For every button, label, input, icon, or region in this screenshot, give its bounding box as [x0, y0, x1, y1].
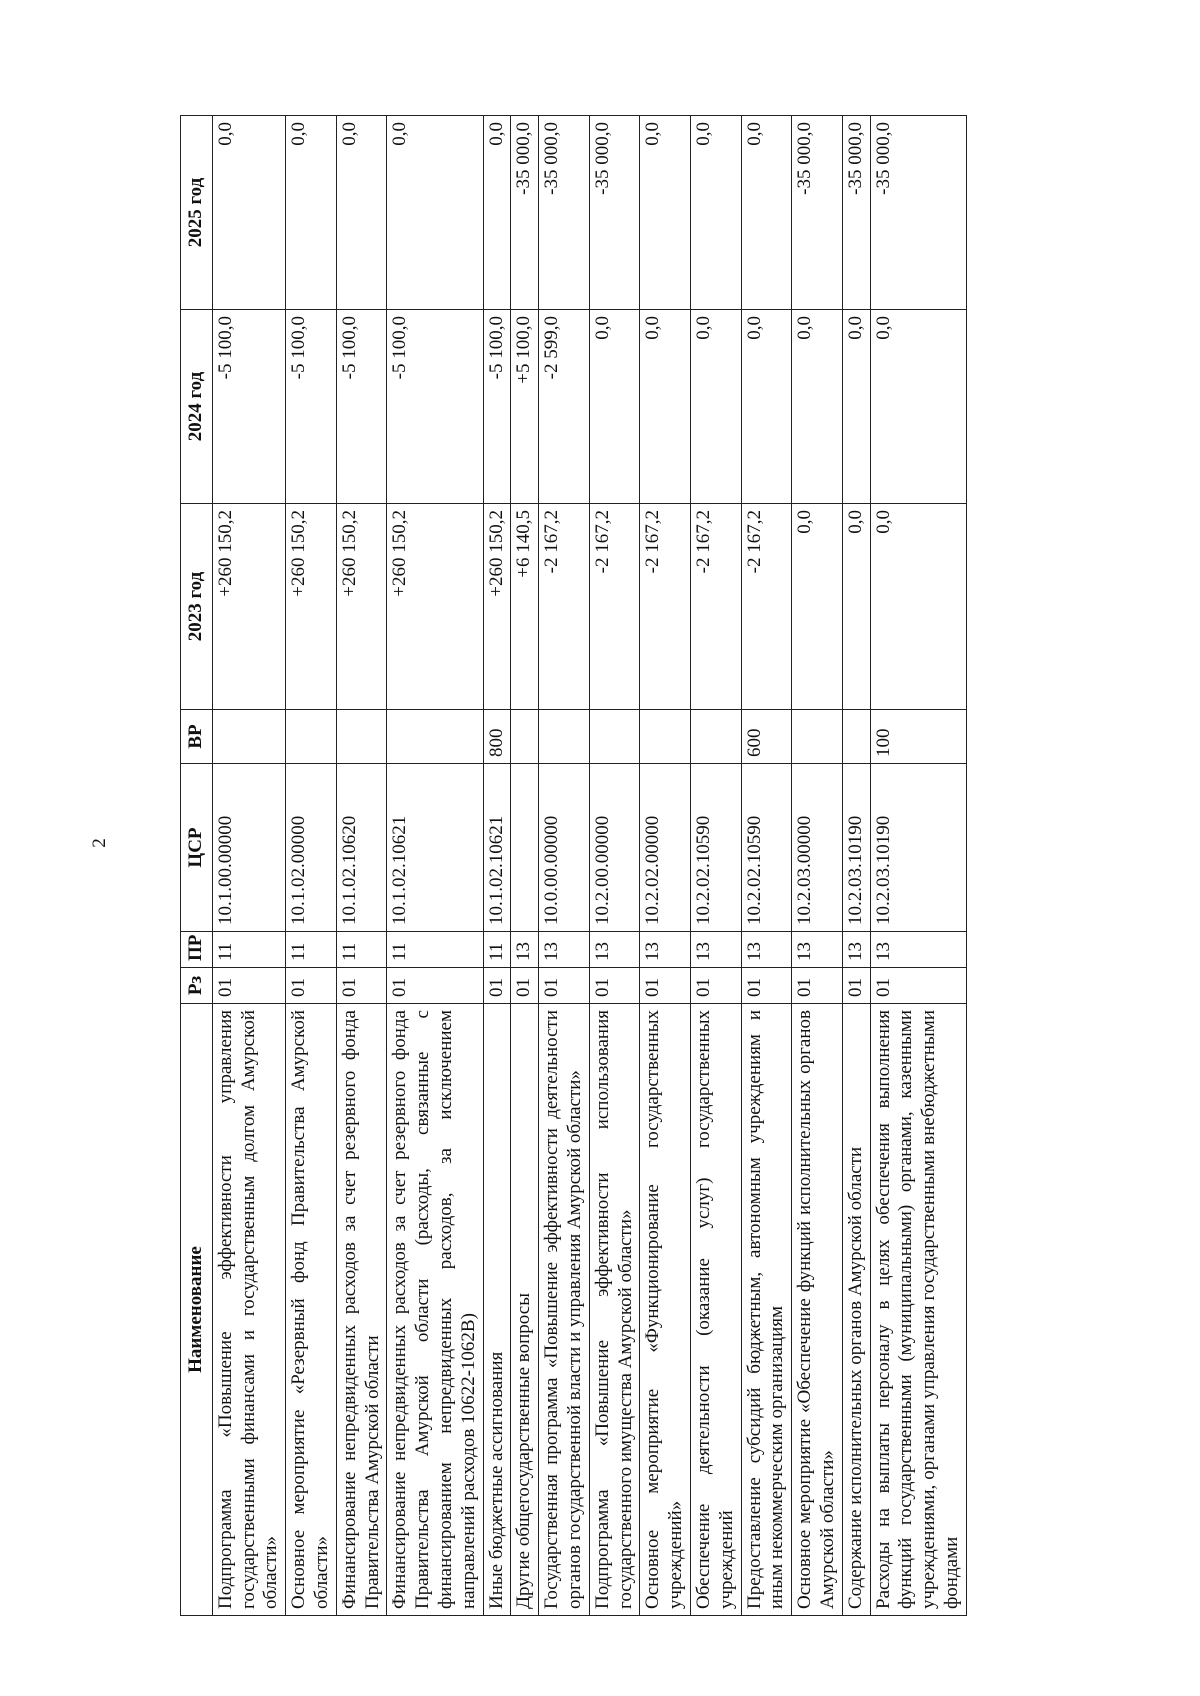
row-2023: -2 167,2	[741, 504, 792, 710]
row-pr: 13	[690, 932, 741, 968]
row-2025: 0,0	[286, 116, 337, 310]
row-pr: 13	[792, 932, 843, 968]
row-csr: 10.1.02.10621	[483, 764, 511, 932]
row-csr: 10.1.02.10620	[336, 764, 387, 932]
row-name: Обеспечение деятельности (оказание услуг) государственных учреждений	[690, 1004, 741, 1616]
row-rz: 01	[870, 968, 966, 1004]
table-row	[640, 116, 691, 1616]
row-2024: 0,0	[842, 310, 870, 504]
row-name: Основное мероприятие «Функционирование государственных учреждений»	[640, 1004, 691, 1616]
row-vr	[387, 710, 483, 764]
row-2024: -5 100,0	[483, 310, 511, 504]
row-pr: 11	[336, 932, 387, 968]
row-vr	[286, 710, 337, 764]
header-2023: 2023 год	[181, 504, 213, 710]
header-2024: 2024 год	[181, 310, 213, 504]
row-name: Подпрограмма «Повышение эффективности управления государственными финансами и государственным долгом Амурской области»	[212, 1004, 285, 1616]
row-2024: 0,0	[589, 310, 640, 504]
header-rz: Рз	[181, 968, 213, 1004]
row-2025: 0,0	[483, 116, 511, 310]
row-csr: 10.0.00.00000	[539, 764, 590, 932]
row-vr: 600	[741, 710, 792, 764]
row-vr: 100	[870, 710, 966, 764]
row-2024: 0,0	[870, 310, 966, 504]
row-rz: 01	[589, 968, 640, 1004]
row-vr	[539, 710, 590, 764]
header-pr: ПР	[181, 932, 213, 968]
row-csr	[511, 764, 539, 932]
row-pr: 11	[483, 932, 511, 968]
row-name: Основное мероприятие «Резервный фонд Правительства Амурской области»	[286, 1004, 337, 1616]
budget-table	[180, 115, 967, 1616]
row-csr: 10.1.00.00000	[212, 764, 285, 932]
row-pr: 11	[286, 932, 337, 968]
row-2024: 0,0	[690, 310, 741, 504]
row-csr: 10.2.02.10590	[690, 764, 741, 932]
row-rz: 01	[640, 968, 691, 1004]
row-2024: +5 100,0	[511, 310, 539, 504]
row-2024: -2 599,0	[539, 310, 590, 504]
row-pr: 11	[387, 932, 483, 968]
page-number: 2	[89, 838, 110, 848]
row-2025: 0,0	[741, 116, 792, 310]
row-vr: 800	[483, 710, 511, 764]
table-row	[511, 116, 539, 1616]
table-row	[589, 116, 640, 1616]
table-row	[387, 116, 483, 1616]
row-rz: 01	[842, 968, 870, 1004]
row-rz: 01	[387, 968, 483, 1004]
row-2025: -35 000,0	[792, 116, 843, 310]
row-vr	[640, 710, 691, 764]
row-csr: 10.2.03.10190	[870, 764, 966, 932]
row-2024: -5 100,0	[212, 310, 285, 504]
row-pr: 11	[212, 932, 285, 968]
row-csr: 10.1.02.00000	[286, 764, 337, 932]
row-2025: 0,0	[387, 116, 483, 310]
row-2023: 0,0	[842, 504, 870, 710]
row-2023: 0,0	[792, 504, 843, 710]
table-row	[792, 116, 843, 1616]
row-name: Основное мероприятие «Обеспечение функций исполнительных органов Амурской области»	[792, 1004, 843, 1616]
row-name: Предоставление субсидий бюджетным, автономным учреждениям и иным некоммерческим организациям	[741, 1004, 792, 1616]
row-vr	[212, 710, 285, 764]
row-2023: +260 150,2	[483, 504, 511, 710]
row-vr	[511, 710, 539, 764]
row-2023: +6 140,5	[511, 504, 539, 710]
row-2025: -35 000,0	[842, 116, 870, 310]
row-rz: 01	[690, 968, 741, 1004]
row-pr: 13	[539, 932, 590, 968]
row-vr	[690, 710, 741, 764]
row-rz: 01	[741, 968, 792, 1004]
row-2023: -2 167,2	[589, 504, 640, 710]
row-rz: 01	[511, 968, 539, 1004]
row-2023: +260 150,2	[212, 504, 285, 710]
table-row	[842, 116, 870, 1616]
row-2023: -2 167,2	[539, 504, 590, 710]
row-rz: 01	[792, 968, 843, 1004]
row-name: Иные бюджетные ассигнования	[483, 1004, 511, 1616]
row-2025: 0,0	[212, 116, 285, 310]
row-2023: +260 150,2	[286, 504, 337, 710]
header-csr: ЦСР	[181, 764, 213, 932]
row-2025: 0,0	[640, 116, 691, 310]
row-2025: -35 000,0	[511, 116, 539, 310]
row-pr: 13	[511, 932, 539, 968]
row-csr: 10.2.02.00000	[640, 764, 691, 932]
row-2025: -35 000,0	[870, 116, 966, 310]
table-row	[336, 116, 387, 1616]
row-csr: 10.2.03.00000	[792, 764, 843, 932]
table-row	[212, 116, 285, 1616]
row-rz: 01	[483, 968, 511, 1004]
row-pr: 13	[589, 932, 640, 968]
row-vr	[842, 710, 870, 764]
row-name: Подпрограмма «Повышение эффективности использования государственного имущества Амурской области»	[589, 1004, 640, 1616]
row-name: Расходы на выплаты персоналу в целях обеспечения выполнения функций государственными (муниципальными) органами, казенными учреждениями, органами управления государственными внебюджетными фондами	[870, 1004, 966, 1616]
table-row	[539, 116, 590, 1616]
row-2024: -5 100,0	[286, 310, 337, 504]
row-csr: 10.1.02.10621	[387, 764, 483, 932]
row-2023: +260 150,2	[387, 504, 483, 710]
row-csr: 10.2.03.10190	[842, 764, 870, 932]
row-rz: 01	[286, 968, 337, 1004]
row-2024: -5 100,0	[387, 310, 483, 504]
row-2025: 0,0	[690, 116, 741, 310]
row-vr	[589, 710, 640, 764]
row-2023: +260 150,2	[336, 504, 387, 710]
header-vr: ВР	[181, 710, 213, 764]
row-rz: 01	[539, 968, 590, 1004]
row-name: Финансирование непредвиденных расходов за счет резервного фонда Правительства Амурской области (расходы, связанные с финансированием непредвиденных расходов, за исключением направлений расходов 10622-1062В)	[387, 1004, 483, 1616]
row-vr	[792, 710, 843, 764]
table-row	[690, 116, 741, 1616]
header-2025: 2025 год	[181, 116, 213, 310]
table-header-row	[181, 116, 213, 1616]
row-csr: 10.2.00.00000	[589, 764, 640, 932]
row-pr: 13	[842, 932, 870, 968]
table-row	[483, 116, 511, 1616]
row-2024: 0,0	[640, 310, 691, 504]
table-row	[741, 116, 792, 1616]
row-pr: 13	[741, 932, 792, 968]
row-2024: -5 100,0	[336, 310, 387, 504]
table-row	[870, 116, 966, 1616]
row-pr: 13	[640, 932, 691, 968]
row-2024: 0,0	[741, 310, 792, 504]
row-rz: 01	[212, 968, 285, 1004]
row-2025: -35 000,0	[539, 116, 590, 310]
table-row	[286, 116, 337, 1616]
row-pr: 13	[870, 932, 966, 968]
row-2023: -2 167,2	[690, 504, 741, 710]
row-name: Другие общегосударственные вопросы	[511, 1004, 539, 1616]
row-2024: 0,0	[792, 310, 843, 504]
row-name: Финансирование непредвиденных расходов за счет резервного фонда Правительства Амурской области	[336, 1004, 387, 1616]
row-csr: 10.2.02.10590	[741, 764, 792, 932]
row-rz: 01	[336, 968, 387, 1004]
row-vr	[336, 710, 387, 764]
row-2023: 0,0	[870, 504, 966, 710]
row-2025: 0,0	[336, 116, 387, 310]
row-name: Государственная программа «Повышение эффективности деятельности органов государственной власти и управления Амурской области»	[539, 1004, 590, 1616]
row-name: Содержание исполнительных органов Амурской области	[842, 1004, 870, 1616]
rotated-table-container	[180, 116, 1040, 1616]
header-name: Наименование	[181, 1004, 213, 1616]
row-2023: -2 167,2	[640, 504, 691, 710]
row-2025: -35 000,0	[589, 116, 640, 310]
